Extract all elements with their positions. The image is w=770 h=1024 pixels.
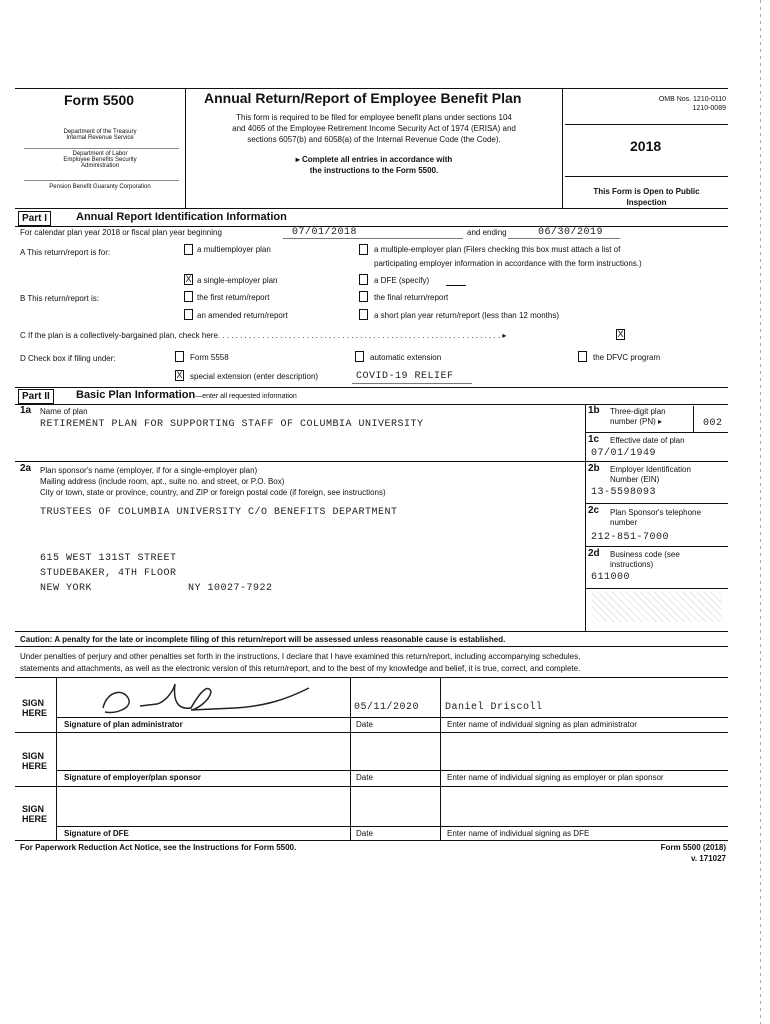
effective-date[interactable]: 07/01/1949	[591, 448, 657, 459]
admin-sign-date[interactable]: 05/11/2020	[354, 702, 420, 713]
first-return-checkbox[interactable]	[184, 291, 193, 302]
multiemployer-checkbox[interactable]	[184, 244, 193, 255]
business-code[interactable]: 611000	[591, 572, 631, 583]
dfe-label: a DFE (specify)	[374, 276, 430, 285]
part1-label: Part I	[18, 211, 51, 226]
line-b-label: B This return/report is:	[20, 294, 99, 303]
collective-bargained-checkbox[interactable]: X	[617, 329, 624, 339]
ein[interactable]: 13-5598093	[591, 487, 657, 498]
sign-here-3: SIGN HERE	[22, 804, 48, 824]
line-a-label: A This return/report is for:	[20, 248, 111, 257]
public-inspection: This Form is Open to Public Inspection	[593, 187, 700, 207]
line-2a-num: 2a	[20, 463, 32, 474]
amended-return-label: an amended return/report	[197, 311, 288, 320]
short-plan-year-checkbox[interactable]	[359, 309, 368, 320]
dfe-checkbox[interactable]	[359, 274, 368, 285]
main-title: Annual Return/Report of Employee Benefit Plan	[204, 90, 522, 106]
short-plan-year-label: a short plan year return/report (less than 12 months)	[374, 311, 559, 320]
line-2d-text: Business code (see instructions)	[610, 550, 680, 569]
line-2c-num: 2c	[588, 505, 600, 516]
multiple-employer-checkbox[interactable]	[359, 244, 368, 255]
pbgc: Pension Benefit Guaranty Corporation	[49, 184, 151, 190]
special-extension-desc[interactable]: COVID-19 RELIEF	[356, 371, 454, 382]
line-c-label: C If the plan is a collectively-bargained plan, check here. . . . . . . . . . . . . . . . . . . . . . . . . . . . . . . . . . . . . . . . . . . . . . . . . . . . . . . . . . . . . . . . ▸	[20, 331, 507, 340]
tax-year: 2018	[630, 138, 662, 154]
plan-name[interactable]: RETIREMENT PLAN FOR SUPPORTING STAFF OF COLUMBIA UNIVERSITY	[40, 419, 424, 430]
dfvc-label: the DFVC program	[593, 353, 661, 362]
line-2d-num: 2d	[588, 548, 600, 559]
single-employer-checkbox[interactable]: X	[185, 274, 192, 284]
perjury-statement: Under penalties of perjury and other penalties set forth in the instructions, I declare that I have examined this return/report, including accompanying schedules, statements and attachments, as well as the electronic version of this return/report, and to the best of my knowledge and belief, it is true, correct, and complete.	[20, 652, 581, 673]
auto-extension-checkbox[interactable]	[355, 351, 364, 362]
admin-signature	[95, 680, 325, 720]
paperwork-notice: For Paperwork Reduction Act Notice, see the Instructions for Form 5500.	[20, 843, 297, 852]
multiple-employer-label: a multiple-employer plan (Filers checking this box must attach a list of	[374, 245, 621, 254]
line-1b-num: 1b	[588, 405, 600, 416]
address-line1[interactable]: 615 WEST 131ST STREET	[40, 553, 177, 564]
line-1c-num: 1c	[588, 434, 600, 445]
dfvc-checkbox[interactable]	[578, 351, 587, 362]
line-1b-text: Three-digit plan number (PN) ▸	[610, 407, 666, 426]
special-extension-checkbox[interactable]: X	[176, 370, 183, 380]
sign-here-2: SIGN HERE	[22, 751, 48, 771]
line-1a-text: Name of plan	[40, 407, 88, 416]
final-return-label: the final return/report	[374, 293, 449, 302]
scan-noise	[592, 592, 722, 622]
multiple-employer-note: participating employer information in accordance with the form instructions.)	[374, 259, 642, 268]
part2-label: Part II	[18, 389, 54, 404]
sponsor-date-label: Date	[356, 773, 373, 782]
dfe-name-label: Enter name of individual signing as DFE	[447, 829, 590, 838]
part2-title: Basic Plan Information—enter all requested information	[76, 389, 297, 401]
dfe-date-label: Date	[356, 829, 373, 838]
sponsor-name-label: Enter name of individual signing as employer or plan sponsor	[447, 773, 664, 782]
form-footer: Form 5500 (2018)	[660, 843, 726, 852]
first-return-label: the first return/report	[197, 293, 270, 302]
auto-extension-label: automatic extension	[370, 353, 442, 362]
dfe-signature-label: Signature of DFE	[64, 829, 129, 838]
version-footer: v. 171027	[691, 854, 726, 863]
sponsor-phone[interactable]: 212-851-7000	[591, 532, 670, 543]
plan-year-text: For calendar plan year 2018 or fiscal plan year beginning	[20, 228, 222, 237]
admin-signature-label: Signature of plan administrator	[64, 720, 183, 729]
final-return-checkbox[interactable]	[359, 291, 368, 302]
sponsor-name[interactable]: TRUSTEES OF COLUMBIA UNIVERSITY C/O BENEFITS DEPARTMENT	[40, 507, 398, 518]
line-2a-text: Plan sponsor's name (employer, if for a single-employer plan) Mailing address (include room, apt., suite no. and street, or P.O. Box) City or town, state or province, country, and ZIP or foreign postal code (if foreign, see instructions)	[40, 466, 386, 497]
complete-instructions: ▸ Complete all entries in accordance with the instructions to the Form 5500.	[295, 155, 453, 175]
admin-date-label: Date	[356, 720, 373, 729]
address-line2[interactable]: STUDEBAKER, 4TH FLOOR	[40, 568, 177, 579]
sign-here-1: SIGN HERE	[22, 698, 48, 718]
amended-return-checkbox[interactable]	[184, 309, 193, 320]
line-2c-text: Plan Sponsor's telephone number	[610, 508, 701, 527]
single-employer-label: a single-employer plan	[197, 276, 278, 285]
line-2b-num: 2b	[588, 463, 600, 474]
address-city[interactable]: NEW YORK	[40, 583, 93, 594]
sponsor-signature-label: Signature of employer/plan sponsor	[64, 773, 201, 782]
and-ending-text: and ending	[467, 228, 507, 237]
admin-name-label: Enter name of individual signing as plan administrator	[447, 720, 637, 729]
special-extension-label: special extension (enter description)	[190, 372, 319, 381]
line-2b-text: Employer Identification Number (EIN)	[610, 465, 691, 484]
plan-number[interactable]: 002	[703, 418, 723, 429]
admin-name[interactable]: Daniel Driscoll	[445, 702, 543, 713]
line-1c-text: Effective date of plan	[610, 436, 685, 445]
line-d-label: D Check box if filing under:	[20, 354, 116, 363]
dept-labor: Department of Labor Employee Benefits Security Administration	[63, 151, 137, 169]
plan-year-end[interactable]: 06/30/2019	[538, 227, 604, 238]
caution-text: Caution: A penalty for the late or incomplete filing of this return/report will be assessed unless reasonable cause is established.	[20, 635, 506, 644]
form5558-checkbox[interactable]	[175, 351, 184, 362]
part1-title: Annual Report Identification Information	[76, 211, 287, 223]
form-description: This form is required to be filed for employee benefit plans under sections 104 and 4065 of the Employee Retirement Income Security Act of 1974 (ERISA) and sections 6057(b) and 6058(a) of the Internal Revenue Code (the Code).	[232, 113, 516, 144]
form-title: Form 5500	[64, 92, 135, 108]
plan-year-begin[interactable]: 07/01/2018	[292, 227, 358, 238]
line-1a-num: 1a	[20, 405, 32, 416]
scan-edge	[760, 0, 761, 1024]
multiemployer-label: a multiemployer plan	[197, 245, 271, 254]
omb-numbers: OMB Nos. 1210-0110 1210-0089	[658, 96, 726, 112]
address-state-zip[interactable]: NY 10027-7922	[188, 583, 273, 594]
form5558-label: Form 5558	[190, 353, 229, 362]
dept-treasury: Department of the Treasury Internal Revenue Service	[63, 129, 137, 141]
